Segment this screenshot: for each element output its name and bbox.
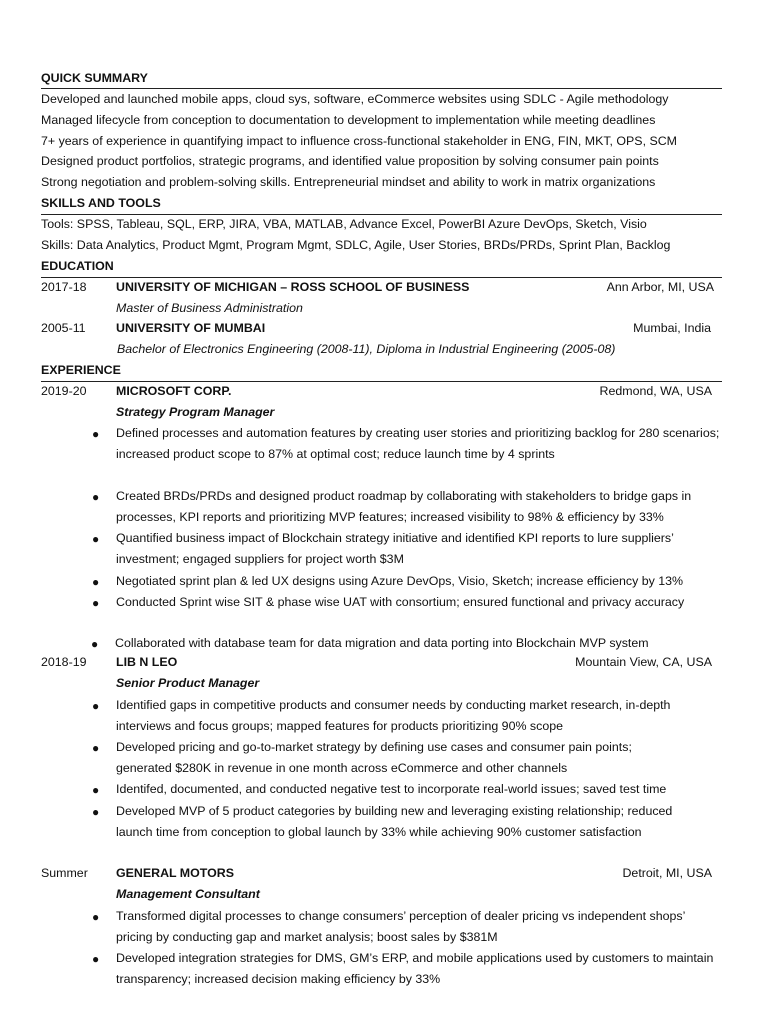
- quick-summary-rule: [41, 88, 722, 89]
- job-bullet-text: Identified gaps in competitive products and consumer needs by conducting market research, in-depth interviews and focus groups; mapped features for products prioritizing 90% scope: [116, 698, 671, 733]
- bullet-icon: ●: [91, 637, 99, 651]
- skills-heading: SKILLS AND TOOLS: [41, 196, 161, 210]
- education-heading: EDUCATION: [41, 259, 114, 273]
- edu-degree: Bachelor of Electronics Engineering (2008-11), Diploma in Industrial Engineering (2005-08): [117, 342, 616, 356]
- edu-school: UNIVERSITY OF MUMBAI: [116, 321, 266, 335]
- job-company: GENERAL MOTORS: [116, 866, 234, 880]
- job-role: Strategy Program Manager: [116, 405, 275, 419]
- education-rule: [41, 277, 722, 278]
- edu-school: UNIVERSITY OF MICHIGAN – ROSS SCHOOL OF BUSINESS: [116, 280, 470, 294]
- job-bullet-text: Developed pricing and go-to-market strategy by defining use cases and consumer pain points; generated $280K in revenue in one month across eCommerce and other channels: [116, 740, 632, 775]
- summary-line: Strong negotiation and problem-solving skills. Entrepreneurial mindset and ability to work in matrix organizations: [41, 175, 656, 189]
- job-bullet-text: Conducted Sprint wise SIT & phase wise UAT with consortium; ensured functional and privacy accuracy: [116, 595, 685, 609]
- job-role: Management Consultant: [116, 887, 260, 901]
- job-bullet-text: Quantified business impact of Blockchain strategy initiative and identified KPI reports to lure suppliers’ investment; engaged suppliers for project worth $3M: [116, 531, 674, 566]
- skills-rule: [41, 214, 722, 215]
- bullet-icon: ●: [92, 596, 100, 610]
- job-location: Detroit, MI, USA: [622, 866, 712, 880]
- job-bullet-text: Defined processes and automation features by creating user stories and prioritizing backlog for 280 scenarios; increased product scope to 87% at optimal cost; reduce launch time by 4 sprints: [116, 426, 720, 461]
- bullet-icon: ●: [92, 575, 100, 589]
- edu-location: Mumbai, India: [633, 321, 711, 335]
- summary-line: 7+ years of experience in quantifying impact to influence cross-functional stakeholder in ENG, FIN, MKT, OPS, SCM: [41, 134, 677, 148]
- bullet-icon: ●: [92, 783, 100, 797]
- skills-line: Skills: Data Analytics, Product Mgmt, Program Mgmt, SDLC, Agile, User Stories, BRDs/PRDs, Sprint Plan, Backlog: [41, 238, 671, 252]
- bullet-icon: ●: [92, 741, 100, 755]
- job-bullet-text: Developed integration strategies for DMS, GM’s ERP, and mobile applications used by customers to maintain transparency; increased decision making efficiency by 33%: [116, 951, 714, 986]
- job-company: LIB N LEO: [116, 655, 178, 669]
- quick-summary-heading: QUICK SUMMARY: [41, 71, 148, 85]
- edu-years: 2017-18: [41, 280, 87, 294]
- edu-degree: Master of Business Administration: [116, 301, 303, 315]
- job-bullet-text: Created BRDs/PRDs and designed product roadmap by collaborating with stakeholders to bridge gaps in processes, KPI reports and prioritizing MVP features; increased visibility to 98% & efficiency by 33%: [116, 489, 692, 524]
- bullet-icon: ●: [92, 805, 100, 819]
- job-location: Redmond, WA, USA: [599, 384, 712, 398]
- summary-line: Designed product portfolios, strategic programs, and identified value proposition by solving consumer pain points: [41, 154, 659, 168]
- job-location: Mountain View, CA, USA: [575, 655, 712, 669]
- summary-line: Developed and launched mobile apps, cloud sys, software, eCommerce websites using SDLC - Agile methodology: [41, 92, 669, 106]
- job-bullet-text: Identifed, documented, and conducted negative test to incorporate real-world issues; saved test time: [116, 782, 667, 796]
- bullet-icon: ●: [92, 699, 100, 713]
- bullet-icon: ●: [92, 910, 100, 924]
- edu-location: Ann Arbor, MI, USA: [606, 280, 714, 294]
- bullet-icon: ●: [92, 490, 100, 504]
- bullet-icon: ●: [92, 532, 100, 546]
- job-bullet-text: Transformed digital processes to change consumers’ perception of dealer pricing vs independent shops’ pricing by conducting gap and market analysis; boost sales by $381M: [116, 909, 685, 944]
- edu-years: 2005-11: [41, 321, 86, 335]
- job-bullet-text: Collaborated with database team for data migration and data porting into Blockchain MVP system: [115, 636, 649, 650]
- tools-line: Tools: SPSS, Tableau, SQL, ERP, JIRA, VBA, MATLAB, Advance Excel, PowerBI Azure DevOps, Sketch, Visio: [41, 217, 647, 231]
- job-company: MICROSOFT CORP.: [116, 384, 232, 398]
- bullet-icon: ●: [92, 427, 100, 441]
- job-bullet-text: Negotiated sprint plan & led UX designs using Azure DevOps, Visio, Sketch; increase efficiency by 13%: [116, 574, 684, 588]
- summary-line: Managed lifecycle from conception to documentation to development to implementation while meeting deadlines: [41, 113, 656, 127]
- job-years: 2018-19: [41, 655, 87, 669]
- job-bullet-text: Developed MVP of 5 product categories by building new and leveraging existing relationship; reduced launch time from conception to global launch by 33% while achieving 90% customer satisfaction: [116, 804, 673, 839]
- job-years: Summer: [41, 866, 88, 880]
- job-role: Senior Product Manager: [116, 676, 260, 690]
- experience-rule: [41, 381, 722, 382]
- job-years: 2019-20: [41, 384, 87, 398]
- bullet-icon: ●: [92, 952, 100, 966]
- experience-heading: EXPERIENCE: [41, 363, 121, 377]
